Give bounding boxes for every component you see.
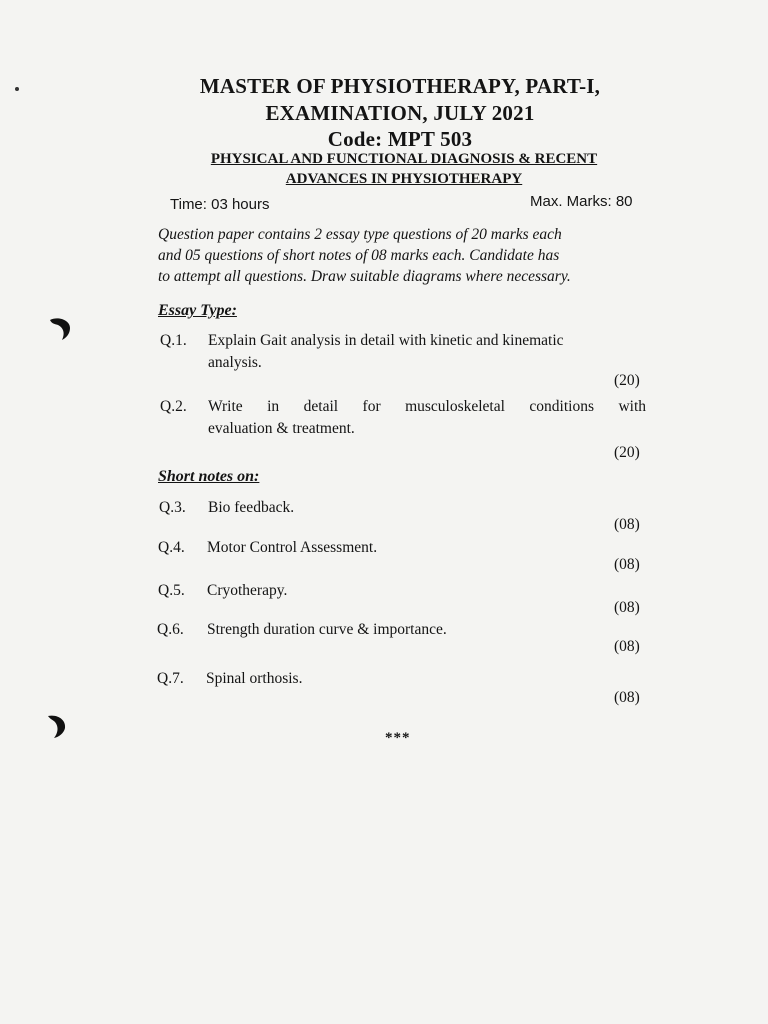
word: detail: [303, 398, 339, 415]
question-number: Q.3.: [159, 499, 186, 516]
question-text: Strength duration curve & importance.: [207, 621, 447, 638]
question-text: Explain Gait analysis in detail with kinetic and kinematic: [208, 332, 564, 349]
question-marks: (20): [614, 444, 640, 461]
question-text: Cryotherapy.: [207, 582, 288, 599]
short-notes-heading: Short notes on:: [158, 468, 260, 485]
question-number: Q.1.: [160, 332, 187, 349]
time-allowed: Time: 03 hours: [170, 196, 270, 213]
question-text-continued: evaluation & treatment.: [208, 420, 355, 437]
exam-session: EXAMINATION, JULY 2021: [265, 101, 535, 125]
question-text: Motor Control Assessment.: [207, 539, 378, 556]
punch-hole-mark-top: [48, 316, 66, 332]
word: in: [267, 398, 280, 415]
max-marks: Max. Marks: 80: [530, 193, 633, 210]
punch-hole-mark-bottom: [44, 714, 62, 730]
instruction-line: and 05 questions of short notes of 08 marks each. Candidate has: [158, 247, 560, 264]
question-marks: (20): [614, 372, 640, 389]
instruction-line: to attempt all questions. Draw suitable diagrams where necessary.: [158, 268, 571, 285]
question-marks: (08): [614, 689, 640, 706]
question-marks: (08): [614, 556, 640, 573]
question-marks: (08): [614, 638, 640, 655]
question-marks: (08): [614, 516, 640, 533]
question-text: [208, 398, 646, 416]
question-number: Q.6.: [157, 621, 184, 638]
question-number: Q.5.: [158, 582, 185, 599]
instruction-line: Question paper contains 2 essay type questions of 20 marks each: [158, 226, 562, 243]
question-number: Q.7.: [157, 670, 184, 687]
question-text: Spinal orthosis.: [206, 670, 303, 687]
word: with: [618, 398, 646, 415]
question-text-continued: analysis.: [208, 354, 262, 371]
word: conditions: [529, 398, 594, 415]
exam-title: MASTER OF PHYSIOTHERAPY, PART-I,: [199, 74, 601, 98]
word: for: [362, 398, 381, 415]
word: musculoskeletal: [405, 398, 505, 415]
essay-section-heading: Essay Type:: [158, 302, 237, 319]
question-text: Bio feedback.: [208, 499, 295, 516]
end-of-paper-mark: ***: [385, 730, 411, 746]
paper-code: Code: MPT 503: [327, 127, 473, 151]
instructions: [158, 224, 658, 287]
question-number: Q.4.: [158, 539, 185, 556]
subject-title-line1: PHYSICAL AND FUNCTIONAL DIAGNOSIS & RECENT: [210, 151, 598, 167]
word: Write: [208, 398, 243, 415]
subject-title-line2: ADVANCES IN PHYSIOTHERAPY: [285, 171, 523, 187]
question-marks: (08): [614, 599, 640, 616]
question-number: Q.2.: [160, 398, 187, 415]
